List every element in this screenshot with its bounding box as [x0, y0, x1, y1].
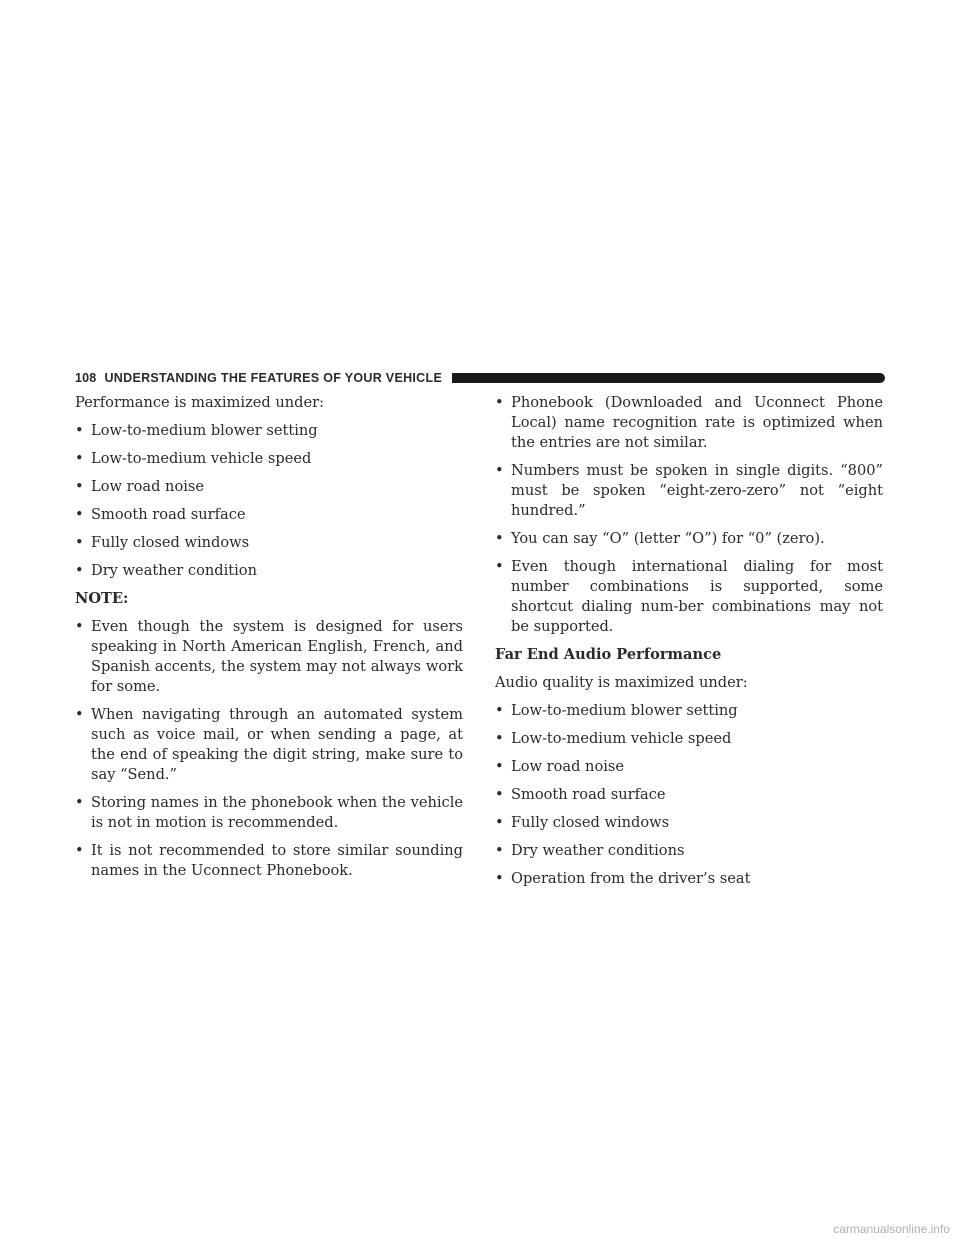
list-item: • Even though the system is designed for users speaking in North American English, French, and Spanish accents, the system may not always work for some.	[75, 618, 463, 695]
list-item: • Low road noise	[75, 478, 205, 495]
watermark: carmanualsonline.info	[833, 1222, 950, 1236]
bullet-glyph: •	[75, 478, 84, 495]
list-item: • Operation from the driver’s seat	[495, 870, 751, 887]
bullet-glyph: •	[495, 730, 504, 747]
section-title: UNDERSTANDING THE FEATURES OF YOUR VEHICLE	[104, 371, 443, 385]
list-item: • Even though international dialing for most number combinations is supported, some shortcut dialing num-ber combinations may not be supported.	[495, 558, 883, 635]
list-item: • You can say “O” (letter “O”) for “0” (zero).	[495, 530, 825, 547]
bullet-glyph: •	[495, 462, 504, 479]
bullet-glyph: •	[75, 794, 84, 811]
bullet-glyph: •	[75, 422, 84, 439]
bullet-glyph: •	[495, 530, 504, 547]
bullet-glyph: •	[495, 870, 504, 887]
bullet-glyph: •	[495, 758, 504, 775]
page-header	[75, 370, 885, 386]
bullet-glyph: •	[75, 562, 84, 579]
bullet-glyph: •	[75, 506, 84, 523]
list-item: • Storing names in the phonebook when the vehicle is not in motion is recommended.	[75, 794, 463, 831]
list-item: • It is not recommended to store similar sounding names in the Uconnect Phonebook.	[75, 842, 463, 879]
left-column	[75, 393, 463, 889]
bullet-glyph: •	[75, 450, 84, 467]
list-item: • Low-to-medium blower setting	[75, 422, 318, 439]
bullet-glyph: •	[75, 842, 84, 859]
performance-intro: Performance is maximized under:	[75, 394, 325, 411]
list-item: • Numbers must be spoken in single digits. “800” must be spoken “eight-zero-zero” not “eight hundred.”	[495, 462, 883, 519]
list-item: • Dry weather conditions	[495, 842, 685, 859]
bullet-glyph: •	[495, 394, 504, 411]
bullet-glyph: •	[75, 618, 84, 635]
note-label: NOTE:	[75, 590, 129, 607]
list-item: • Fully closed windows	[75, 534, 250, 551]
list-item: • Low-to-medium vehicle speed	[495, 730, 732, 747]
bullet-glyph: •	[495, 702, 504, 719]
bullet-glyph: •	[495, 814, 504, 831]
list-item: • When navigating through an automated system such as voice mail, or when sending a page, at the end of speaking the digit string, make sure to say “Send.”	[75, 706, 463, 783]
audio-intro: Audio quality is maximized under:	[495, 674, 748, 691]
list-item: • Dry weather condition	[75, 562, 257, 579]
bullet-glyph: •	[75, 706, 84, 723]
bullet-glyph: •	[495, 558, 504, 575]
list-item: • Smooth road surface	[495, 786, 666, 803]
page-number: 108	[75, 371, 97, 385]
bullet-glyph: •	[495, 842, 504, 859]
bullet-glyph: •	[495, 786, 504, 803]
list-item: • Low-to-medium vehicle speed	[75, 450, 312, 467]
section-heading: Far End Audio Performance	[495, 646, 722, 663]
right-column	[495, 393, 883, 897]
bullet-glyph: •	[75, 534, 84, 551]
list-item: • Fully closed windows	[495, 814, 670, 831]
list-item: • Low-to-medium blower setting	[495, 702, 738, 719]
header-rule	[452, 373, 885, 383]
list-item: • Smooth road surface	[75, 506, 246, 523]
list-item: • Low road noise	[495, 758, 625, 775]
list-item: • Phonebook (Downloaded and Uconnect Phone Local) name recognition rate is optimized when the entries are not similar.	[495, 394, 883, 451]
